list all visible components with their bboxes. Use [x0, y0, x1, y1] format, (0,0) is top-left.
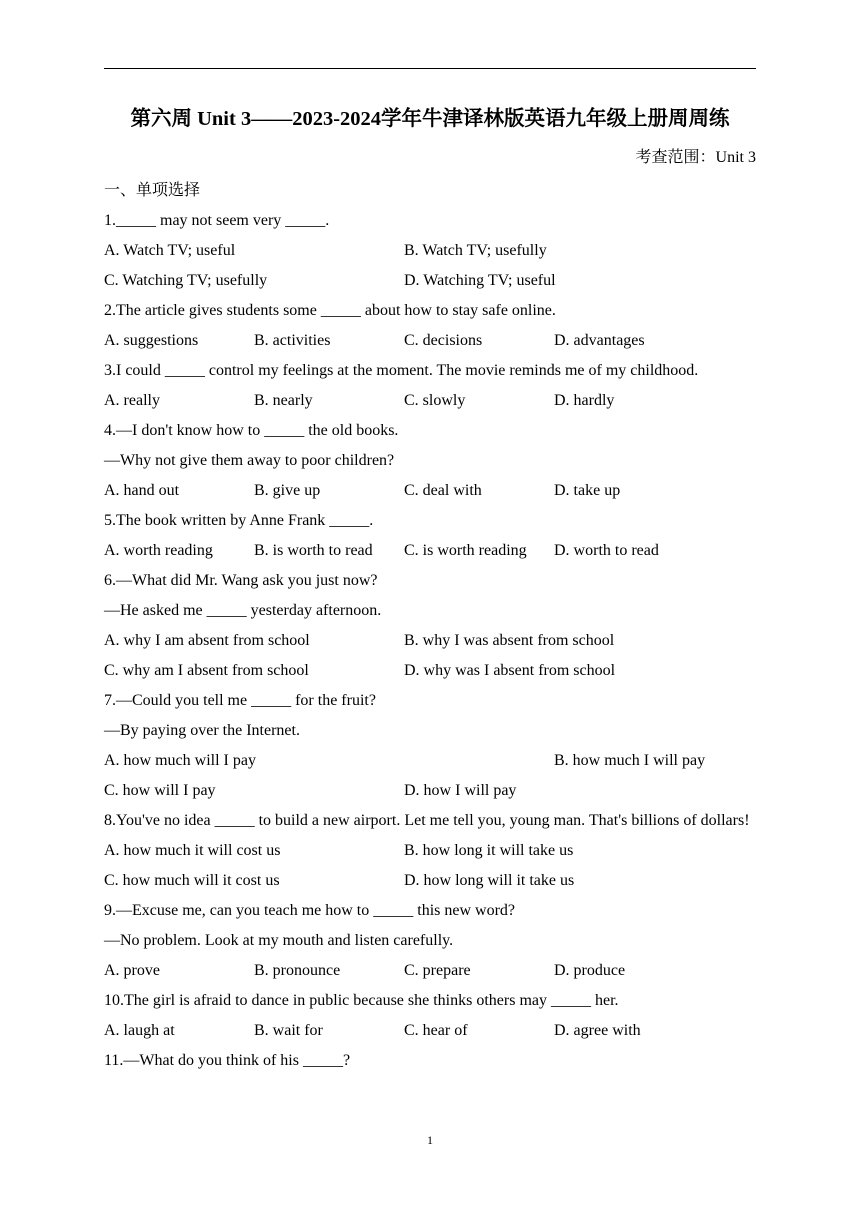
option-row	[104, 866, 764, 896]
question-reply: —Why not give them away to poor children?	[104, 452, 395, 469]
header-rule	[104, 68, 756, 69]
option-b: B. give up	[254, 482, 321, 499]
option-row	[104, 656, 764, 686]
option-a: A. Watch TV; useful	[104, 242, 236, 259]
page-number: 1	[427, 1133, 433, 1147]
option-b: B. Watch TV; usefully	[404, 242, 547, 259]
option-d: D. agree with	[554, 1022, 641, 1039]
question-reply: —He asked me _____ yesterday afternoon.	[104, 602, 382, 619]
option-b: B. nearly	[254, 392, 313, 409]
option-c: C. slowly	[404, 392, 466, 409]
option-c: C. how will I pay	[104, 782, 216, 799]
question-stem: 2.The article gives students some _____ about how to stay safe online.	[104, 302, 556, 319]
question-stem: 4.—I don't know how to _____ the old books.	[104, 422, 399, 439]
option-row	[104, 386, 764, 416]
option-row	[104, 776, 764, 806]
option-b: B. why I was absent from school	[404, 632, 615, 649]
option-c: C. hear of	[404, 1022, 468, 1039]
option-row	[104, 836, 764, 866]
question-stem: 5.The book written by Anne Frank _____.	[104, 512, 374, 529]
question-stem: 10.The girl is afraid to dance in public because she thinks others may _____ her.	[104, 992, 619, 1009]
option-a: A. laugh at	[104, 1022, 175, 1039]
option-row	[104, 476, 764, 506]
option-d: D. worth to read	[554, 542, 659, 559]
option-a: A. suggestions	[104, 332, 199, 349]
option-a: A. how much it will cost us	[104, 842, 281, 859]
option-b: B. how much I will pay	[554, 752, 706, 769]
option-row	[104, 956, 764, 986]
exam-scope: 考查范围：Unit 3	[635, 149, 756, 166]
question-reply: —No problem. Look at my mouth and listen carefully.	[104, 932, 454, 949]
option-d: D. Watching TV; useful	[404, 272, 556, 289]
option-d: D. why was I absent from school	[404, 662, 616, 679]
option-c: C. Watching TV; usefully	[104, 272, 268, 289]
question-stem: 11.—What do you think of his _____?	[104, 1052, 351, 1069]
option-a: A. hand out	[104, 482, 180, 499]
question-reply: —By paying over the Internet.	[104, 722, 300, 739]
option-row	[104, 236, 764, 266]
question-stem: 6.—What did Mr. Wang ask you just now?	[104, 572, 378, 589]
option-d: D. hardly	[554, 392, 615, 409]
option-a: A. worth reading	[104, 542, 213, 559]
option-a: A. why I am absent from school	[104, 632, 310, 649]
option-b: B. wait for	[254, 1022, 323, 1039]
option-b: B. pronounce	[254, 962, 341, 979]
question-stem: 8.You've no idea _____ to build a new airport. Let me tell you, young man. That's billions of dollars!	[104, 812, 750, 829]
option-a: A. prove	[104, 962, 160, 979]
option-d: D. how I will pay	[404, 782, 517, 799]
option-a: A. really	[104, 392, 160, 409]
option-c: C. decisions	[404, 332, 483, 349]
option-row	[104, 266, 764, 296]
option-c: C. deal with	[404, 482, 482, 499]
page-title: 第六周 Unit 3——2023-2024学年牛津译林版英语九年级上册周周练	[130, 108, 730, 130]
option-c: C. is worth reading	[404, 542, 527, 559]
option-d: D. advantages	[554, 332, 645, 349]
option-d: D. take up	[554, 482, 621, 499]
question-list	[104, 176, 764, 1076]
option-d: D. produce	[554, 962, 626, 979]
option-row	[104, 626, 764, 656]
option-d: D. how long will it take us	[404, 872, 575, 889]
option-row	[104, 1016, 764, 1046]
question-stem: 7.—Could you tell me _____ for the fruit?	[104, 692, 376, 709]
option-b: B. activities	[254, 332, 331, 349]
option-c: C. why am I absent from school	[104, 662, 309, 679]
section-title: 一、单项选择	[104, 182, 201, 199]
option-row	[104, 326, 764, 356]
question-stem: 3.I could _____ control my feelings at the moment. The movie reminds me of my childhood.	[104, 362, 699, 379]
option-b: B. how long it will take us	[404, 842, 574, 859]
option-b: B. is worth to read	[254, 542, 373, 559]
question-stem: 9.—Excuse me, can you teach me how to _____ this new word?	[104, 902, 516, 919]
option-row	[104, 746, 764, 776]
option-c: C. prepare	[404, 962, 471, 979]
option-row	[104, 536, 764, 566]
option-c: C. how much will it cost us	[104, 872, 280, 889]
question-stem: 1._____ may not seem very _____.	[104, 212, 330, 229]
option-a: A. how much will I pay	[104, 752, 256, 769]
